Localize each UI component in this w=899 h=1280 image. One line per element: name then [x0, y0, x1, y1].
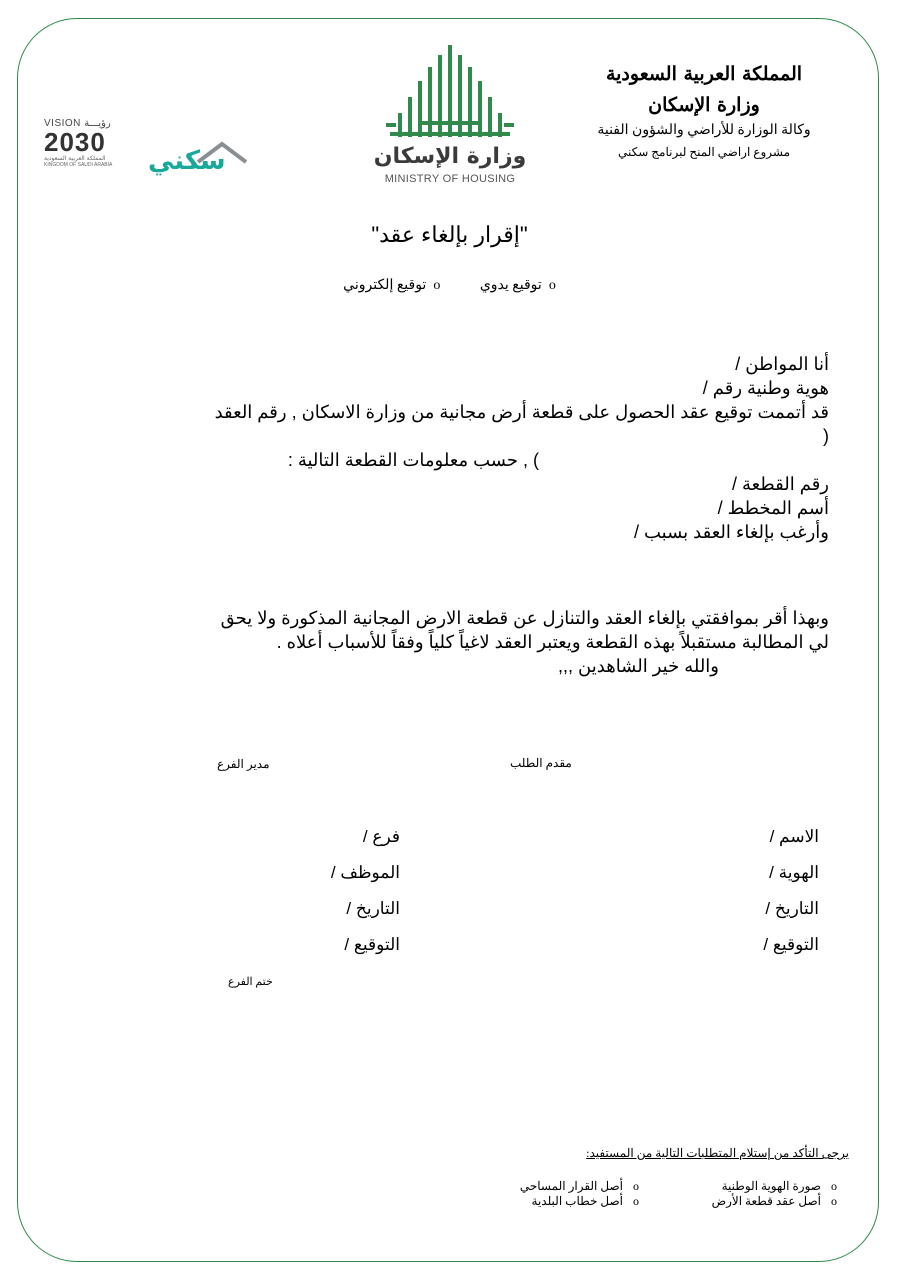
applicant-fields: [619, 819, 819, 963]
bullet-icon: o: [831, 1179, 837, 1193]
requirement-item: oأصل عقد قطعة الأرض: [711, 1194, 837, 1208]
kingdom-name: المملكة العربية السعودية: [605, 63, 803, 85]
vision-label: VISION رؤيـــة: [44, 118, 111, 129]
contract-close-line: ) , حسب معلومات القطعة التالية :: [287, 450, 539, 470]
vision-arabic-caption: المملكة العربية السعودية: [44, 155, 106, 162]
signature-options: [0, 277, 899, 294]
declaration-line-1: وبهذا أقر بموافقتي بإلغاء العقد والتنازل عن قطعة الارض المجانية المذكورة ولا يحق: [220, 608, 829, 628]
option-label: توقيع إلكتروني: [343, 278, 427, 293]
applicant-name-field: الاسم /: [769, 827, 819, 846]
requirements-col-2: [520, 1179, 639, 1209]
vision-2030-logo: [44, 118, 140, 178]
declaration-line-2: لي المطالبة مستقبلاً بهذه القطعة ويعتبر العقد لاغياً كلياً وفقاً للأسباب أعلاه .: [276, 632, 829, 652]
agency-name: وكالة الوزارة للأراضي والشؤون الفنية: [597, 123, 811, 138]
requirement-item: oصورة الهوية الوطنية: [721, 1179, 837, 1193]
branch-field: فرع /: [362, 827, 400, 846]
electronic-signature-option[interactable]: [343, 278, 440, 293]
branch-manager-heading: مدير الفرع: [217, 757, 270, 771]
ministry-emblem-icon: [380, 45, 520, 137]
manager-signature-field: التوقيع /: [344, 935, 400, 954]
declaration-line-3: والله خير الشاهدين ,,,: [558, 656, 719, 676]
citizen-line: أنا المواطن /: [735, 354, 829, 374]
requirement-item: oأصل خطاب البلدية: [531, 1194, 639, 1208]
radio-bullet-icon: o: [433, 278, 441, 293]
requirements-title: يرجى التأكد من إستلام المتطلبات التالية من المستفيد:: [586, 1146, 849, 1160]
option-label: توقيع يدوي: [479, 278, 542, 293]
contract-line: قد أتممت توقيع عقد الحصول على قطعة أرض مجانية من وزارة الاسكان , رقم العقد: [214, 402, 829, 422]
declaration-details: [69, 352, 829, 544]
plot-number-line: رقم القطعة /: [732, 474, 829, 494]
branch-manager-fields: [200, 819, 400, 963]
ministry-logo: [370, 45, 530, 195]
plan-name-line: أسم المخطط /: [717, 498, 829, 518]
bullet-icon: o: [633, 1179, 639, 1193]
page-title: "إقرار بإلغاء عقد": [371, 222, 528, 247]
cancel-reason-line: وأرغب بإلغاء العقد بسبب /: [634, 522, 829, 542]
ministry-name: وزارة الإسكان: [648, 94, 760, 116]
ministry-logo-english: MINISTRY OF HOUSING: [384, 173, 516, 185]
radio-bullet-icon: o: [548, 278, 556, 293]
applicant-heading: مقدم الطلب: [510, 756, 572, 770]
header-block: [554, 58, 854, 162]
id-number-line: هوية وطنية رقم /: [702, 378, 829, 398]
applicant-id-field: الهوية /: [769, 863, 819, 882]
bullet-icon: o: [633, 1194, 639, 1208]
manual-signature-option[interactable]: [476, 278, 555, 293]
vision-english-caption: KINGDOM OF SAUDI ARABIA: [44, 162, 113, 168]
ministry-logo-arabic: وزارة الإسكان: [373, 144, 527, 169]
bullet-icon: o: [831, 1194, 837, 1208]
requirement-item: oأصل القرار المساحي: [519, 1179, 639, 1193]
vision-year: 2030: [44, 127, 106, 157]
applicant-date-field: التاريخ /: [765, 899, 819, 918]
employee-field: الموظف /: [330, 863, 400, 882]
sakani-logo: [148, 138, 248, 184]
project-name: مشروع اراضي المنح لبرنامج سكني: [617, 145, 791, 159]
contract-open-paren: (: [823, 426, 829, 446]
manager-date-field: التاريخ /: [346, 899, 400, 918]
declaration-statement: [69, 606, 829, 678]
applicant-signature-field: التوقيع /: [763, 935, 819, 954]
requirements-col-1: [712, 1179, 837, 1209]
sakani-logo-text: سكني: [148, 146, 226, 176]
branch-stamp-label: ختم الفرع: [228, 976, 273, 988]
